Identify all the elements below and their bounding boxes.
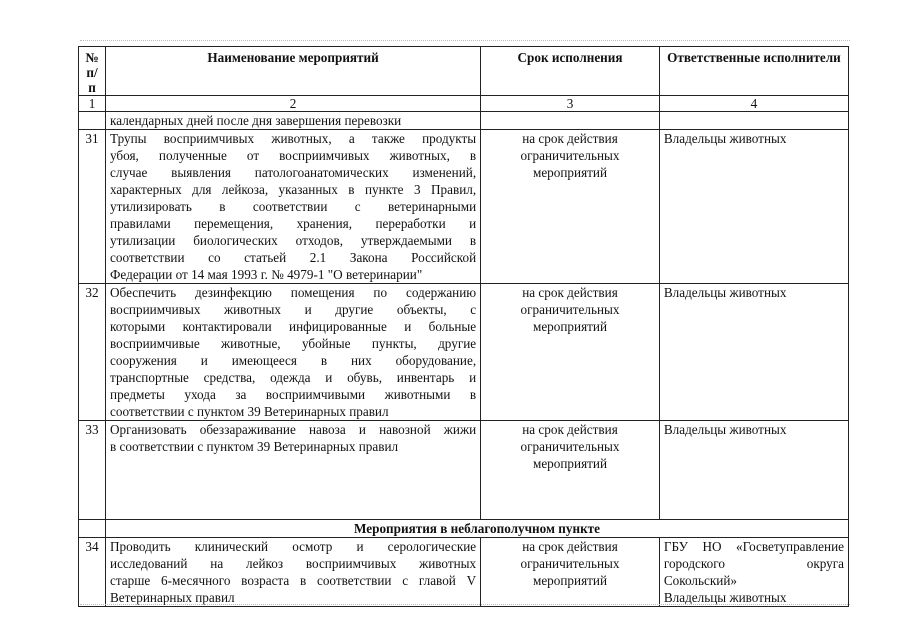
scan-artifact-line (80, 604, 850, 605)
column-number: 1 (79, 96, 106, 112)
header-name: Наименование мероприятий (106, 47, 481, 96)
measure-text: Обеспечить дезинфекцию помещения по содержанию восприимчивых животных и другие объекты, с которыми контактировали инфицированные и больные восприимчивые животные, убойные пункты, другие сооружения и имеющееся в них оборудование, транспортные средства, одежда и обувь, инвентарь и предметы ухода за восприимчивыми животными в соответствии с пунктом 39 Ветеринарных правил (106, 284, 481, 421)
header-num: № п/п (79, 47, 106, 96)
column-number: 2 (106, 96, 481, 112)
measure-text: Проводить клинический осмотр и серологические исследований на лейкоз восприимчивых животных старше 6-месячного возраста в соответствии с главой V Ветеринарных правил (106, 538, 481, 607)
measures-table (78, 46, 849, 607)
responsible-text: Владельцы животных (659, 284, 848, 421)
row-number: 34 (79, 538, 106, 607)
column-number: 4 (659, 96, 848, 112)
section-row (79, 520, 849, 538)
column-number: 3 (481, 96, 660, 112)
measure-text: Организовать обеззараживание навоза и навозной жижи в соответствии с пунктом 39 Ветеринарных правил (106, 421, 481, 520)
table-row (79, 130, 849, 284)
table-row (79, 538, 849, 607)
term-text: на срок действия ограничительных мероприятий (481, 130, 660, 284)
table-row-continuation (79, 112, 849, 130)
term-text: на срок действия ограничительных мероприятий (481, 538, 660, 607)
responsible-text: Владельцы животных (659, 421, 848, 520)
responsible-text: ГБУ НО «Госветуправление городского округа Сокольский» Владельцы животных (659, 538, 848, 607)
term-text: на срок действия ограничительных мероприятий (481, 421, 660, 520)
column-number-row (79, 96, 849, 112)
responsible-text: Владельцы животных (659, 130, 848, 284)
row-number: 32 (79, 284, 106, 421)
scan-artifact-line (80, 40, 850, 41)
header-resp: Ответственные исполнители (659, 47, 848, 96)
section-title: Мероприятия в неблагополучном пункте (106, 520, 849, 538)
header-term: Срок исполнения (481, 47, 660, 96)
measure-text: Трупы восприимчивых животных, а также продукты убоя, полученные от восприимчивых животных, в случае выявления патологоанатомических изменений, характерных для лейкоза, указанных в пункте 3 Правил, утилизировать в соответствии с ветеринарными правилами перемещения, хранения, переработки и утилизации биологических отходов, утверждаемыми в соответствии со статьей 2.1 Закона Российской Федерации от 14 мая 1993 г. № 4979-1 "О ветеринарии" (106, 130, 481, 284)
term-text: на срок действия ограничительных мероприятий (481, 284, 660, 421)
table-row (79, 284, 849, 421)
table-row (79, 421, 849, 520)
table-header-row (79, 47, 849, 96)
continuation-text: календарных дней после дня завершения перевозки (106, 112, 481, 130)
row-number: 33 (79, 421, 106, 520)
row-number: 31 (79, 130, 106, 284)
